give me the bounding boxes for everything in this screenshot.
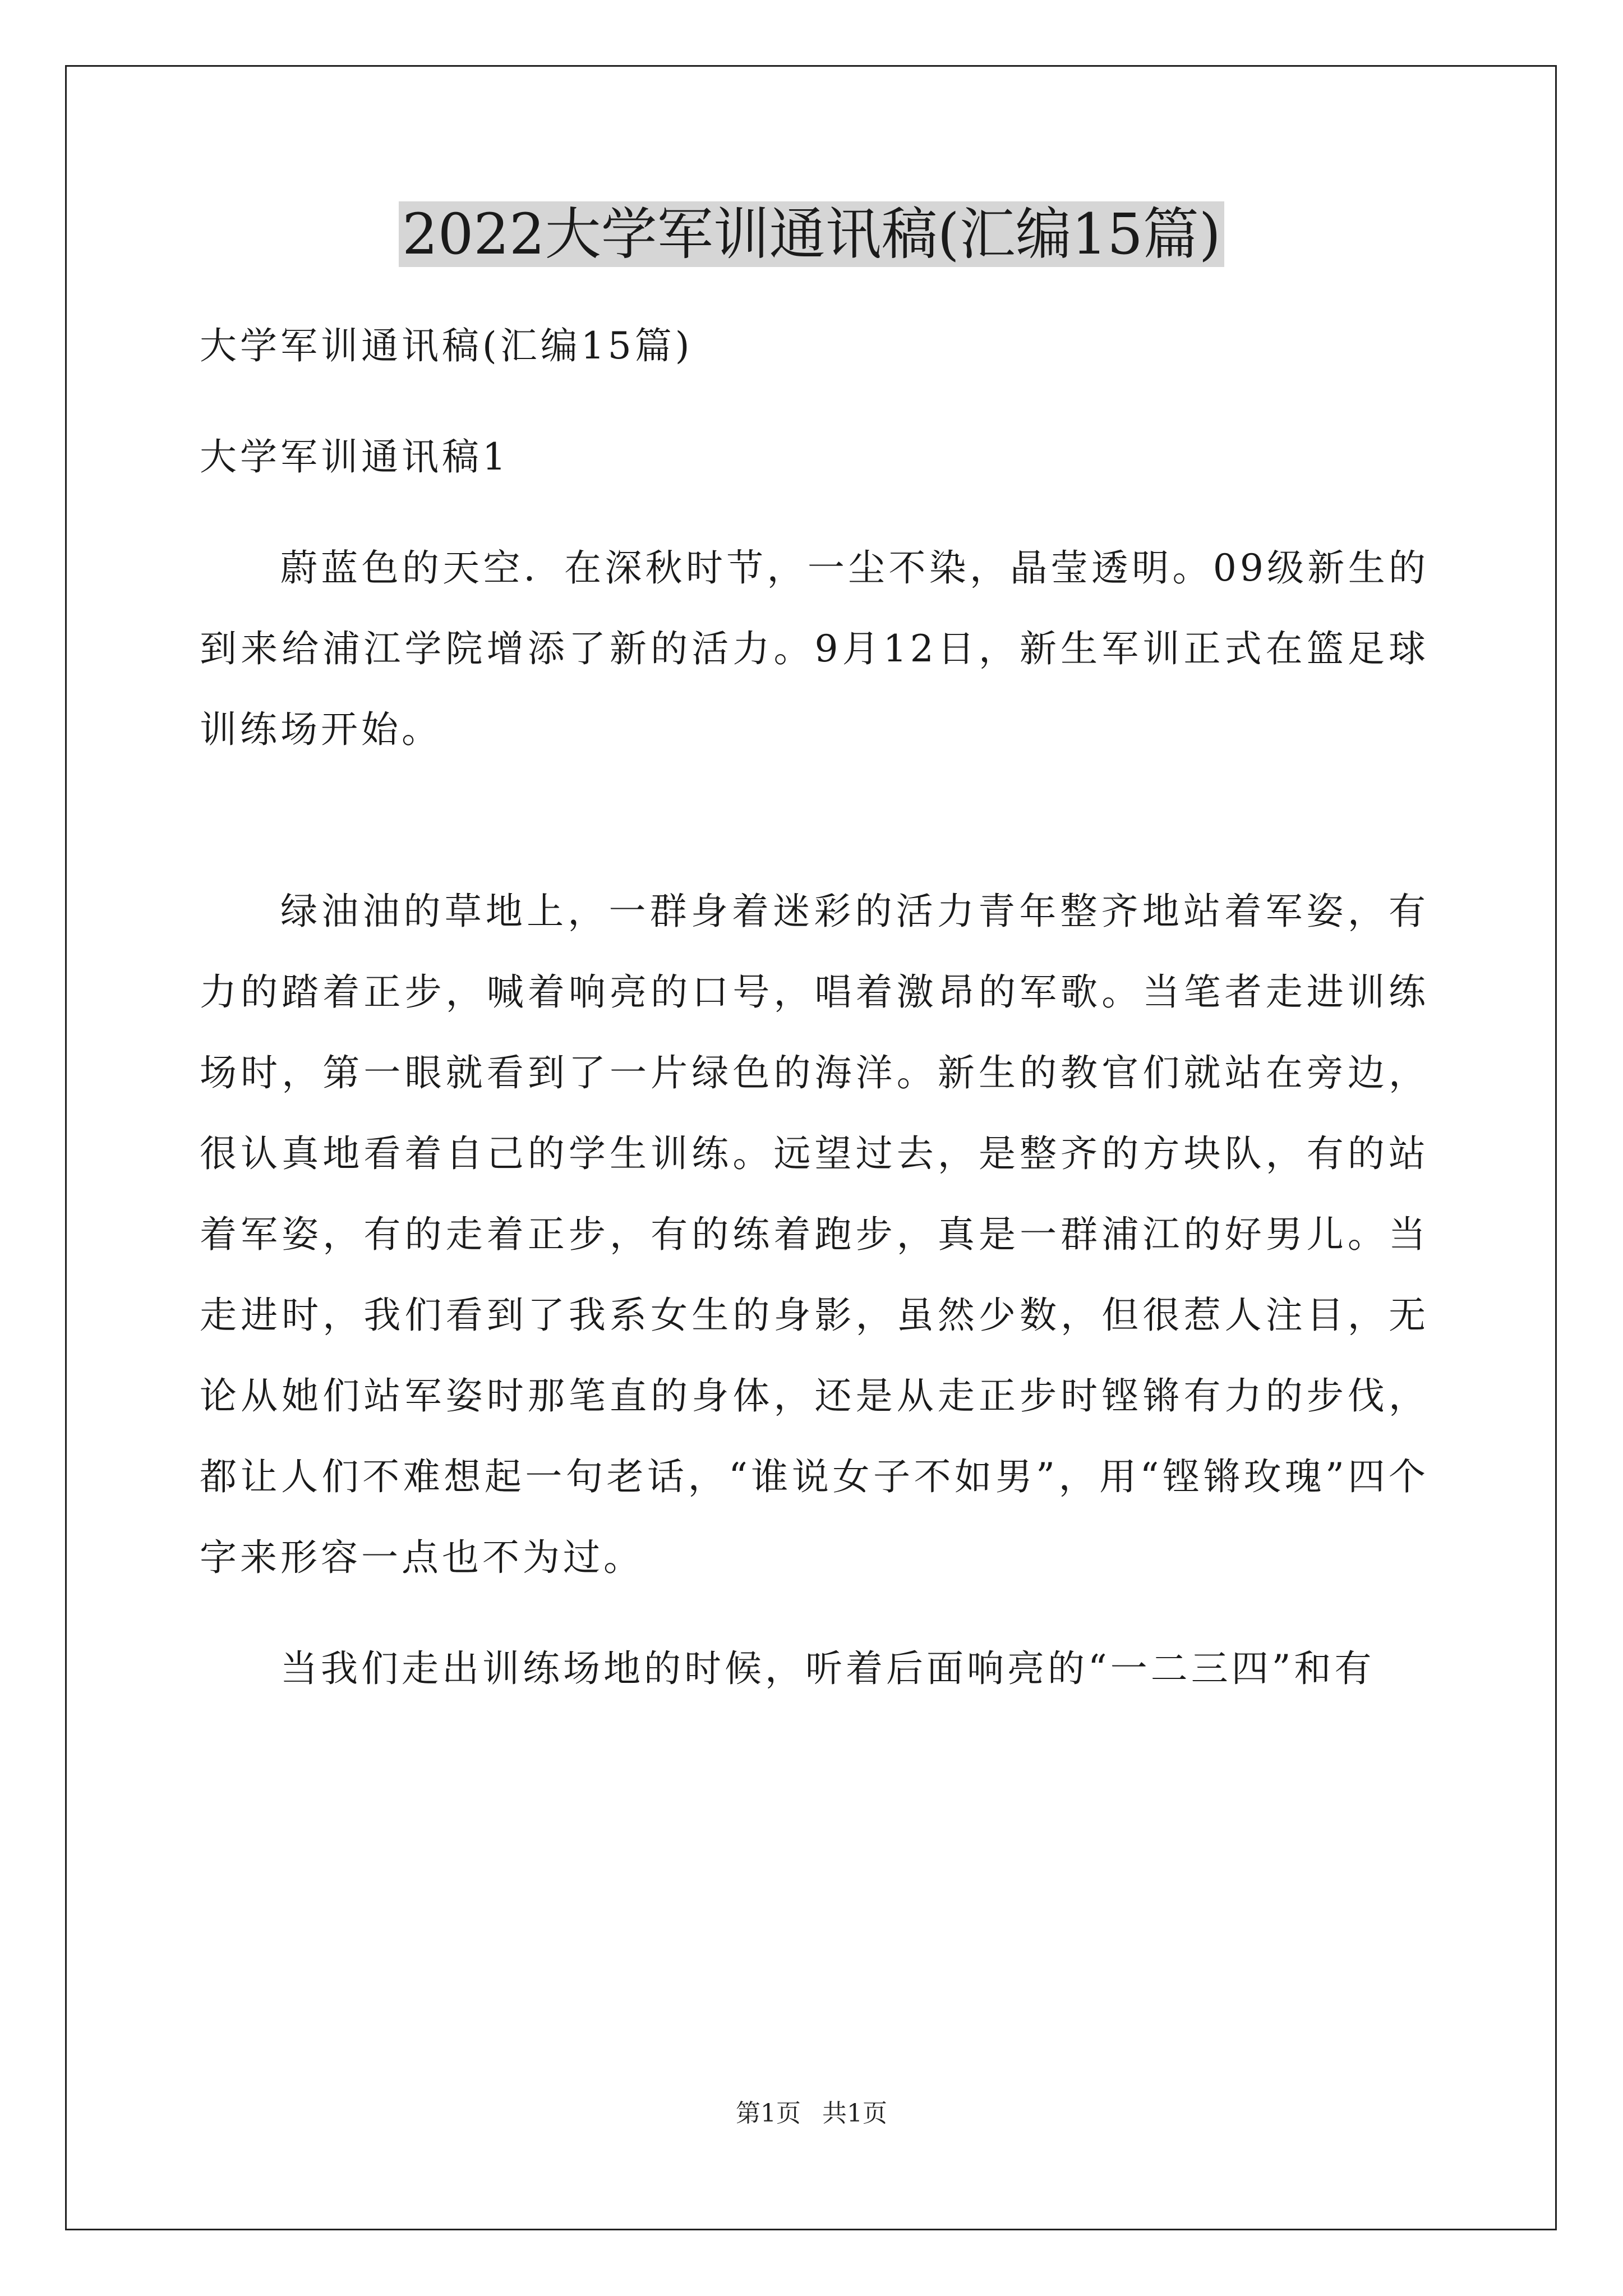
document-subtitle: 大学军训通讯稿(汇编15篇) (200, 324, 693, 367)
paragraph: 蔚蓝色的天空．在深秋时节，一尘不染，晶莹透明。09级新生的到来给浦江学院增添了新的活力。9月12日，新生军训正式在篮足球训练场开始。 (200, 546, 1429, 751)
document-title-text: 2022大学军训通讯稿(汇编15篇) (399, 201, 1224, 267)
page-total: 共1页 (822, 2099, 887, 2128)
page-footer (0, 2097, 1623, 2131)
paragraph: 当我们走出训练场地的时候，听着后面响亮的“一二三四”和有 (280, 1647, 1375, 1690)
section-heading: 大学军训通讯稿1 (200, 435, 509, 478)
page-number: 第1页 (736, 2099, 801, 2128)
document-title (0, 195, 1623, 274)
document-body (200, 306, 1429, 1740)
paragraph: 绿油油的草地上，一群身着迷彩的活力青年整齐地站着军姿，有力的踏着正步，喊着响亮的口号，唱着激昂的军歌。当笔者走进训练场时，第一眼就看到了一片绿色的海洋。新生的教官们就站在旁边，很认真地看着自己的学生训练。远望过去，是整齐的方块队，有的站着军姿，有的走着正步，有的练着跑步，真是一群浦江的好男儿。当走进时，我们看到了我系女生的身影，虽然少数，但很惹人注目，无论从她们站军姿时那笔直的身体，还是从走正步时铿锵有力的步伐，都让人们不难想起一句老话，“谁说女子不如男”，用“铿锵玫瑰”四个字来形容一点也不为过。 (200, 890, 1429, 1579)
